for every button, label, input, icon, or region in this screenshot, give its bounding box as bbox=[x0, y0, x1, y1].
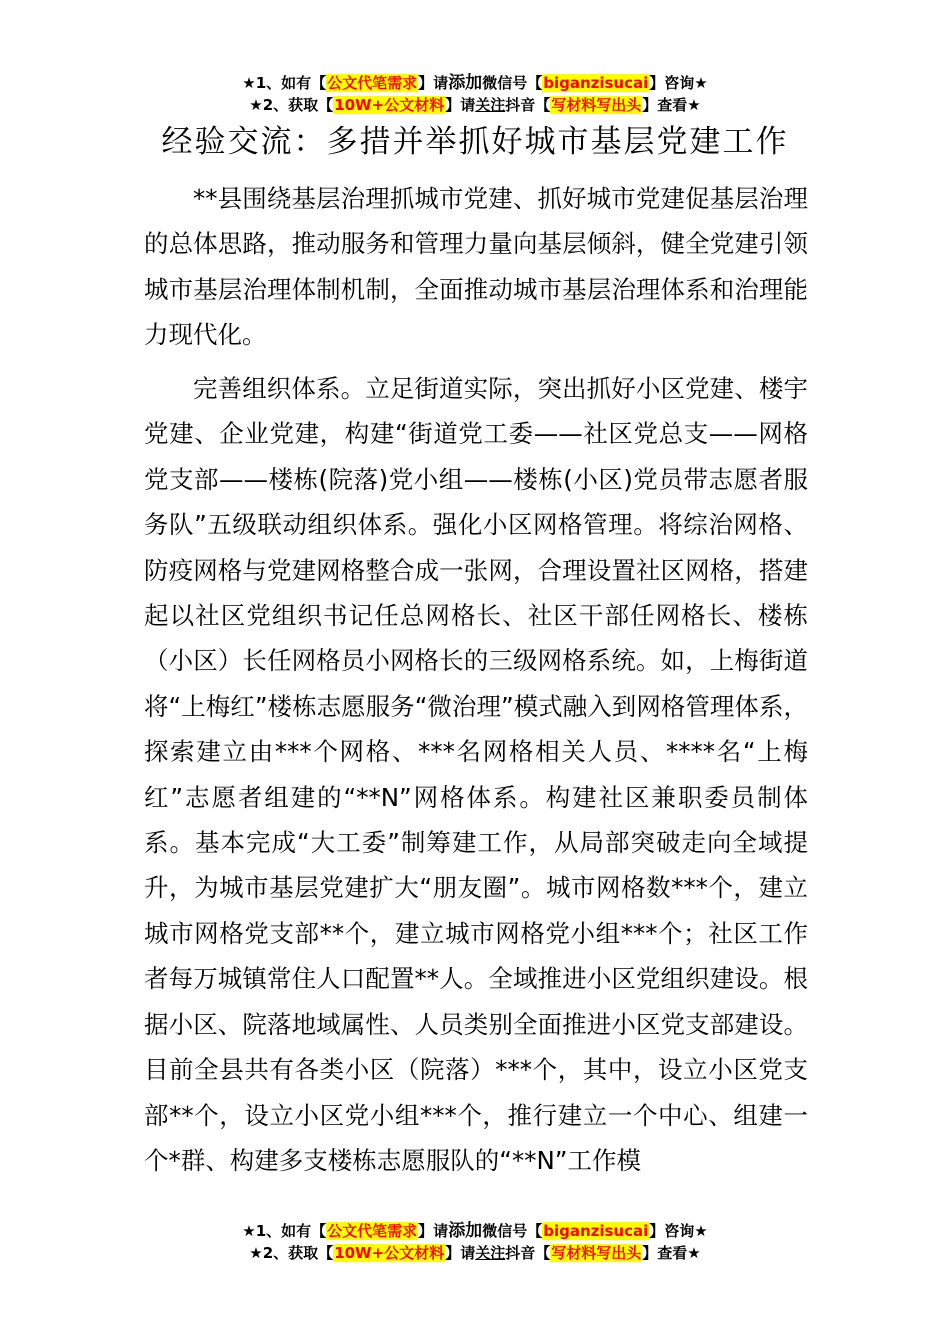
banner-emphasis: 关注 bbox=[475, 1244, 506, 1262]
banner-highlight: biganzisucai bbox=[543, 74, 649, 92]
banner-highlight: biganzisucai bbox=[543, 1222, 649, 1240]
banner-text: 微信号【 bbox=[482, 1222, 543, 1240]
banner-emphasis: 添加 bbox=[448, 73, 483, 93]
banner-text: 】请 bbox=[445, 1244, 476, 1262]
banner-text: 抖音【 bbox=[505, 1244, 551, 1262]
body-paragraph-1: **县围绕基层治理抓城市党建、抓好城市党建促基层治理的总体思路，推动服务和管理力量向基层倾斜，健全党建引领城市基层治理体制机制，全面推动城市基层治理体系和治理能力现代化。 bbox=[144, 184, 808, 350]
banner-text: 】请 bbox=[418, 1222, 449, 1240]
document-title: 经验交流：多措并举抓好城市基层党建工作 bbox=[161, 124, 789, 160]
banner-highlight: 写材料写出头 bbox=[551, 1244, 642, 1262]
banner-line-2 bbox=[0, 94, 950, 116]
footer-banner bbox=[0, 1220, 950, 1264]
banner-highlight: 公文代笔需求 bbox=[327, 74, 418, 92]
banner-text: 】查看★ bbox=[642, 1244, 701, 1262]
banner-highlight: 公文代笔需求 bbox=[327, 1222, 418, 1240]
banner-text: 】查看★ bbox=[642, 96, 701, 114]
banner-text: ★1、如有【 bbox=[242, 74, 327, 92]
banner-text: 】咨询★ bbox=[649, 74, 708, 92]
banner-text: 微信号【 bbox=[482, 74, 543, 92]
banner-emphasis: 关注 bbox=[475, 96, 506, 114]
banner-highlight: 10W+公文材料 bbox=[334, 96, 445, 114]
banner-text: ★2、获取【 bbox=[249, 1244, 334, 1262]
banner-highlight: 写材料写出头 bbox=[551, 96, 642, 114]
body-paragraph-2: 完善组织体系。立足街道实际，突出抓好小区党建、楼宇党建、企业党建，构建“街道党工委——社区党总支——网格党支部——楼栋(院落)党小组——楼栋(小区)党员带志愿者服务队”五级联动组织体系。强化小区网格管理。将综治网格、防疫网格与党建网格整合成一张网，合理设置社区网格，搭建起以社区党组织书记任总网格长、社区干部任网格长、楼栋（小区）长任网格员小网格长的三级网格系统。如，上梅街道将“上梅红”楼栋志愿服务“微治理”模式融入到网格管理体系，探索建立由***个网格、***名网格相关人员、****名“上梅红”志愿者组建的“**N”网格体系。构建社区兼职委员制体系。基本完成“大工委”制筹建工作，从局部突破走向全域提升，为城市基层党建扩大“朋友圈”。城市网格数***个，建立城市网格党支部**个，建立城市网格党小组***个；社区工作者每万城镇常住人口配置**人。全域推进小区党组织建设。根据小区、院落地域属性、人员类别全面推进小区党支部建设。目前全县共有各类小区（院落）***个，其中，设立小区党支部**个，设立小区党小组***个，推行建立一个中心、组建一个*群、构建多支楼栋志愿服队的“**N”工作模 bbox=[144, 374, 808, 1175]
banner-text: ★1、如有【 bbox=[242, 1222, 327, 1240]
banner-text: 】咨询★ bbox=[649, 1222, 708, 1240]
banner-text: ★2、获取【 bbox=[249, 96, 334, 114]
header-banner bbox=[0, 72, 950, 116]
banner-text: 】请 bbox=[445, 96, 476, 114]
banner-emphasis: 添加 bbox=[448, 1221, 483, 1241]
banner-line-1 bbox=[0, 72, 950, 94]
banner-text: 抖音【 bbox=[505, 96, 551, 114]
banner-highlight: 10W+公文材料 bbox=[334, 1244, 445, 1262]
banner-line-1 bbox=[0, 1220, 950, 1242]
banner-text: 】请 bbox=[418, 74, 449, 92]
banner-line-2 bbox=[0, 1242, 950, 1264]
